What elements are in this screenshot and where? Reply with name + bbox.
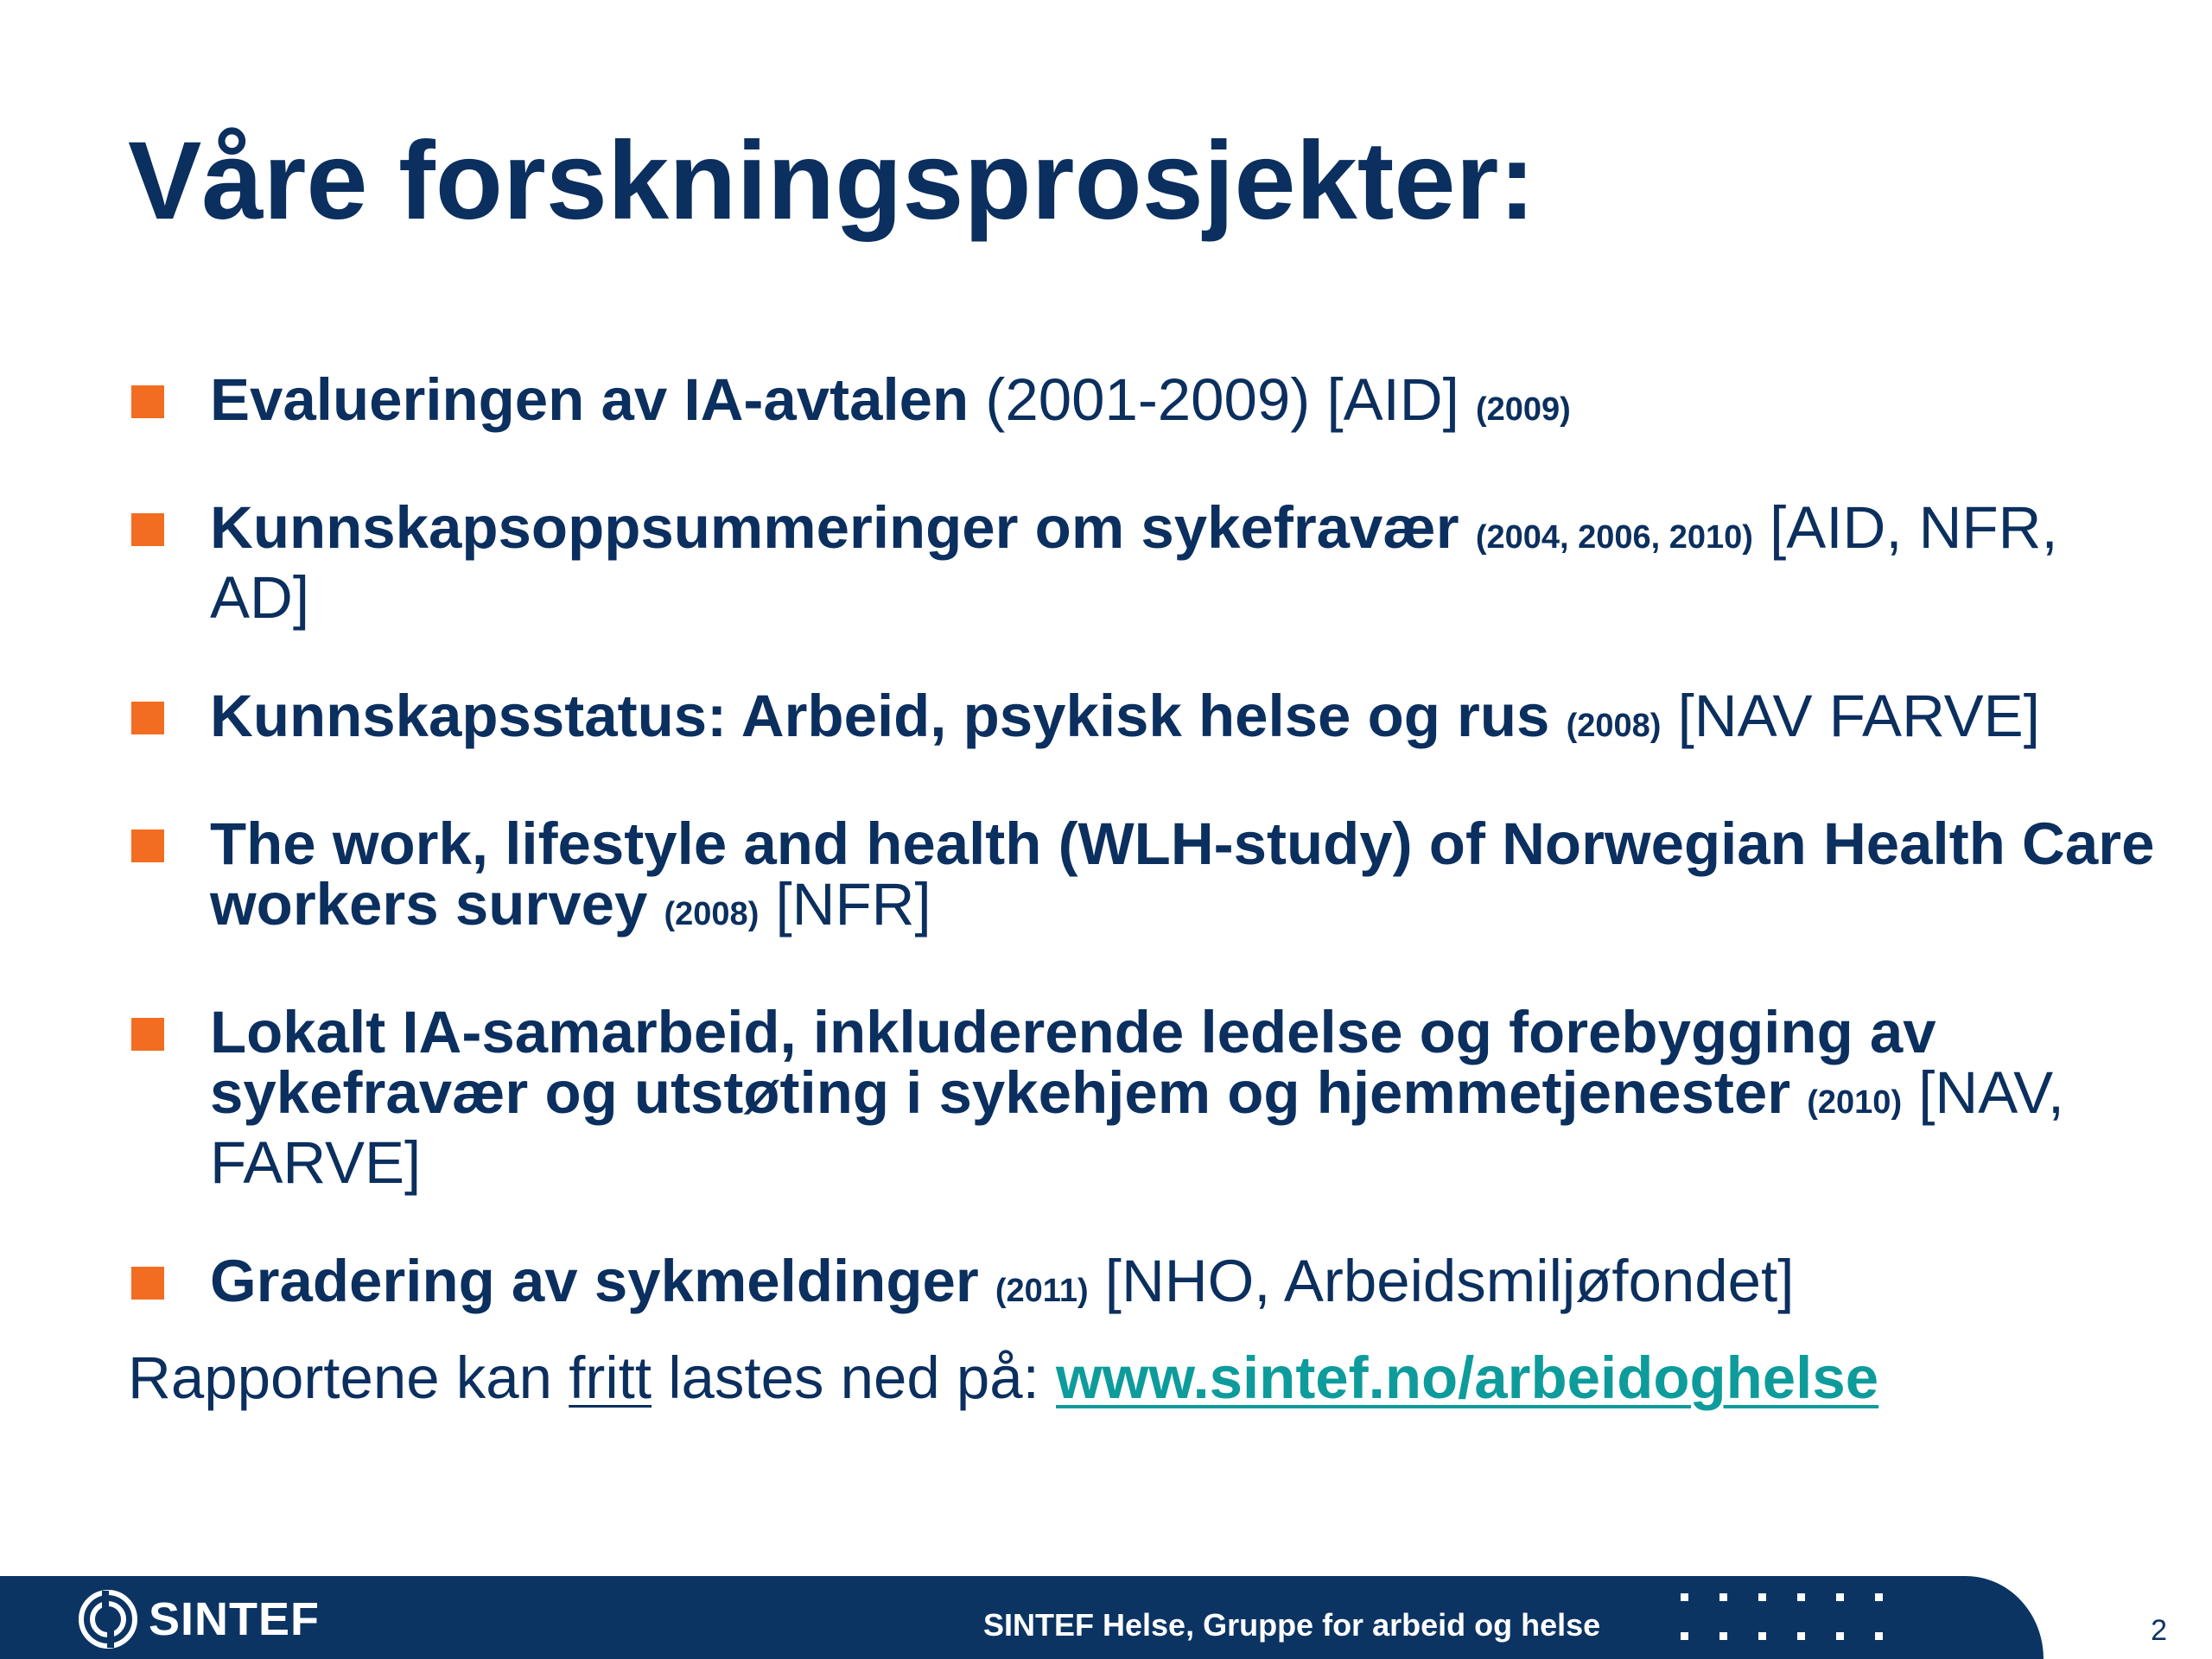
project-name: The work, lifestyle and health (WLH-study) of Norwegian Health Care workers survey [210, 810, 2155, 938]
list-item [128, 810, 2167, 944]
department-name: SINTEF Helse, Gruppe for arbeid og helse [983, 1607, 1601, 1643]
project-name: Evalueringen av IA-avtalen [210, 366, 969, 433]
project-funder: (2001-2009) [AID] [969, 366, 1476, 433]
project-funder: [NHO, Arbeidsmiljøfondet] [1088, 1248, 1795, 1314]
square-bullet-icon [131, 1018, 164, 1051]
list-item [128, 494, 2167, 631]
project-year: (2008) [664, 896, 760, 932]
square-bullet-icon [131, 702, 164, 734]
slide-title: Våre forskningsprosjekter: [128, 119, 1535, 243]
download-note [128, 1344, 1878, 1412]
square-bullet-icon [131, 1267, 164, 1300]
project-funder: [NFR] [759, 871, 931, 938]
decorative-dots-icon [1681, 1593, 1897, 1645]
project-year: (2004, 2006, 2010) [1475, 519, 1753, 556]
footer-bar [0, 1576, 2212, 1659]
reports-link[interactable]: www.sintef.no/arbeidoghelse [1056, 1344, 1879, 1411]
project-name: Gradering av sykmeldinger [210, 1248, 995, 1314]
project-year: (2010) [1807, 1084, 1903, 1121]
project-year: (2008) [1566, 708, 1662, 744]
project-name: Lokalt IA-samarbeid, inkluderende ledelse og forebygging av sykefravær og utstøting i sykehjem og hjemmetjenester [210, 999, 1936, 1126]
list-item [128, 1248, 2167, 1321]
project-year: (2009) [1475, 391, 1571, 428]
note-underlined-word: fritt [569, 1344, 652, 1411]
list-item [128, 366, 2167, 440]
list-item [128, 999, 2167, 1196]
project-funder: [NAV FARVE] [1661, 683, 2040, 749]
project-name: Kunnskapsoppsummeringer om sykefravær [210, 494, 1476, 561]
project-year: (2011) [995, 1273, 1089, 1309]
logo-text: SINTEF [149, 1593, 321, 1645]
project-funder: [AID, NFR, AD] [210, 494, 2058, 631]
sintef-logo [78, 1593, 320, 1645]
page-number: 2 [2151, 1614, 2167, 1647]
note-middle: lastes ned på: [652, 1344, 1057, 1411]
project-list [128, 366, 2167, 1321]
list-item [128, 683, 2167, 756]
square-bullet-icon [131, 513, 164, 546]
square-bullet-icon [131, 385, 164, 418]
square-bullet-icon [131, 830, 164, 862]
project-funder: [NAV, FARVE] [210, 1059, 2065, 1196]
note-prefix: Rapportene kan [128, 1344, 569, 1411]
sintef-logo-icon [78, 1589, 138, 1649]
project-name: Kunnskapsstatus: Arbeid, psykisk helse og rus [210, 683, 1567, 749]
